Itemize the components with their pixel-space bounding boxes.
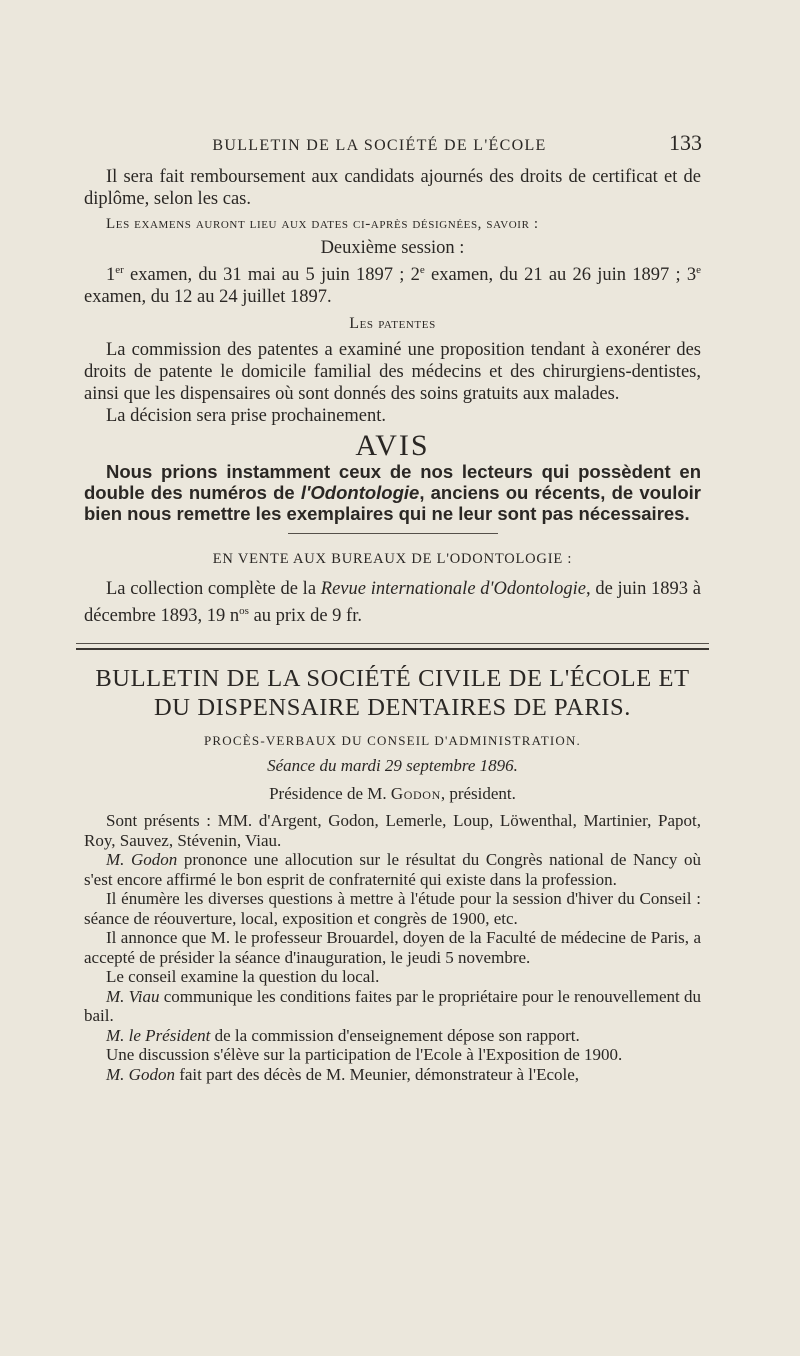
- running-header: [90, 130, 702, 156]
- patentes-paragraph: La commission des patentes a examiné une proposition tendant à exonérer des droits de patente le domicile familial des médecins et des chirurgiens-dentistes, ainsi que les dispensaires où sont donnés des soins gratuits aux malades.: [84, 340, 701, 405]
- minutes-paragraph: [84, 987, 701, 1026]
- page-number: 133: [669, 130, 702, 155]
- presidence-text: Présidence de M.: [269, 784, 391, 804]
- speaker: M. le Président: [106, 1025, 211, 1045]
- minutes-text: Le conseil examine la question du local.: [106, 967, 380, 987]
- bulletin-title: BULLETIN DE LA SOCIÉTÉ CIVILE DE L'ÉCOLE ET DU DISPENSAIRE DENTAIRES DE PARIS.: [95, 665, 690, 722]
- vente-text: , de juin 1893 à décembre 1893, 19 n: [84, 579, 702, 627]
- president-name: Godon: [390, 784, 441, 804]
- minutes: [84, 811, 701, 1084]
- minutes-text: fait part des décès de M. Meunier, démonstrateur à l'Ecole,: [174, 1064, 580, 1084]
- superscript: e: [696, 264, 702, 276]
- minutes-paragraph: [84, 1026, 701, 1046]
- vente-text: au prix de 9 fr.: [248, 606, 362, 627]
- section-separator: [76, 643, 709, 650]
- exam-dates-text: 1: [106, 265, 116, 286]
- minutes-text: prononce une allocution sur le résultat du Congrès national de Nancy où s'est encore affirmé le bon esprit de confraternité qui existe dans la profession.: [84, 850, 701, 889]
- minutes-paragraph: [84, 1065, 701, 1085]
- speaker: M. Viau: [106, 986, 160, 1006]
- minutes-text: communique les conditions faites par le propriétaire pour le renouvellement du bail.: [84, 986, 701, 1026]
- minutes-text: Il annonce que M. le professeur Brouardel, doyen de la Faculté de médecine de Paris, a accepté de présider la séance d'inauguration, le jeudi 5 novembre.: [84, 928, 701, 967]
- journal-title: l'Odontologie: [300, 482, 420, 504]
- minutes-paragraph: [84, 889, 701, 928]
- refund-paragraph: Il sera fait remboursement aux candidats ajournés des droits de certificat et de diplôme, selon les cas.: [84, 167, 701, 209]
- page-content: [84, 166, 701, 1084]
- superscript: e: [419, 264, 425, 276]
- minutes-text: de la commission d'enseignement dépose son rapport.: [210, 1025, 580, 1045]
- speaker: M. Godon: [106, 850, 178, 870]
- revue-title: Revue internationale d'Odontologie: [320, 579, 586, 600]
- presidence-text: , président.: [440, 784, 516, 804]
- notice-divider: [288, 533, 498, 534]
- minutes-paragraph: [84, 811, 701, 850]
- vente-paragraph: [84, 578, 701, 627]
- avis-notice: [84, 461, 701, 524]
- session-heading: Deuxième session :: [320, 238, 465, 258]
- proces-verbaux-heading: PROCÈS-VERBAUX DU CONSEIL D'ADMINISTRATION.: [203, 733, 582, 749]
- minutes-paragraph: [84, 967, 701, 987]
- superscript: os: [239, 605, 249, 618]
- vente-heading: EN VENTE AUX BUREAUX DE L'ODONTOLOGIE :: [212, 551, 573, 568]
- speaker: M. Godon: [106, 1064, 175, 1084]
- exam-dates-text: examen, du 21 au 26 juin 1897 ; 3: [424, 265, 697, 286]
- avis-text: Nous prions instamment ceux de nos lecteurs qui possèdent en double des numéros de: [84, 461, 701, 504]
- minutes-paragraph: [84, 1045, 701, 1065]
- minutes-paragraph: [84, 928, 701, 967]
- patentes-heading: Les patentes: [349, 315, 436, 333]
- avis-text: , anciens ou récents, de vouloir bien nous remettre les exemplaires qui ne leur sont pas nécessaires.: [84, 482, 701, 525]
- seance-date: Séance du mardi 29 septembre 1896.: [267, 756, 518, 776]
- vente-text: La collection complète de la: [106, 579, 321, 600]
- patentes-decision: La décision sera prise prochainement.: [106, 406, 386, 427]
- avis-heading: AVIS: [355, 429, 430, 463]
- minutes-text: Sont présents : MM. d'Argent, Godon, Lemerle, Loup, Löwenthal, Martinier, Papot, Roy, Sauvez, Stévenin, Viau.: [84, 811, 701, 850]
- minutes-text: Une discussion s'élève sur la participation de l'Ecole à l'Exposition de 1900.: [106, 1045, 623, 1065]
- presidence-line: [84, 783, 701, 805]
- exam-dates-paragraph: [84, 259, 701, 308]
- exam-dates-text: examen, du 12 au 24 juillet 1897.: [84, 287, 332, 308]
- superscript: er: [115, 264, 124, 276]
- running-title: BULLETIN DE LA SOCIÉTÉ DE L'ÉCOLE: [212, 137, 547, 154]
- exam-dates-heading: Les examens auront lieu aux dates ci-après désignées, savoir :: [106, 216, 539, 232]
- minutes-text: Il énumère les diverses questions à mettre à l'étude pour la session d'hiver du Conseil : séance de réouverture, local, exposition et congrès de 1900, etc.: [84, 889, 701, 928]
- exam-dates-text: examen, du 31 mai au 5 juin 1897 ; 2: [123, 265, 420, 286]
- minutes-paragraph: [84, 850, 701, 889]
